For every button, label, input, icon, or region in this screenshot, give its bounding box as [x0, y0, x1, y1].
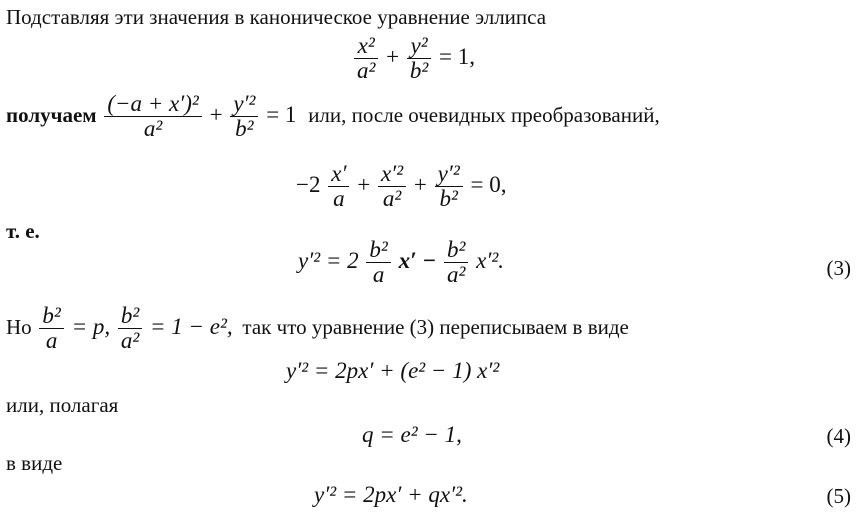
fraction-obtain-2: $\frac{\text{y′²}}{\text{b²}}$ [230, 92, 258, 141]
ie-text: т. е. [6, 219, 40, 243]
or-setting-text: или, полагая [6, 393, 119, 417]
equation-3-label: (3) [826, 256, 851, 280]
equation-4-label: (4) [826, 424, 851, 448]
fraction-b2-a: $\frac{\text{b²}}{a}$ [39, 304, 63, 353]
in-form-text: в виде [6, 451, 63, 475]
fraction-eq3-1: $\frac{\text{b²}}{a}$ [366, 238, 390, 287]
fraction-y2-b2: $\frac{\text{y²}}{\text{b²}}$ [407, 34, 431, 83]
substitution-line: Но $\frac{\text{b²}}{a}$ = p, $\frac{\text{b²}}{\text{a²}}$ = 1 − e², так что уравнение (3) переписываем в виде [6, 303, 629, 354]
equation-3: y′² = 2 $\frac{\text{b²}}{a}$ x′ − $\frac{\text{b²}}{\text{a²}}$ x′². [298, 237, 505, 288]
equation-transformed: −2 $\frac{x'}{a}$ + $\frac{\text{x′²}}{\text{a²}}$ + $\frac{\text{y′²}}{\text{b²}}$ = 0, [296, 161, 507, 212]
equation-4: q = e² − 1, [362, 422, 462, 447]
fraction-transformed-1: $\frac{x'}{a}$ [328, 162, 349, 211]
intro-text: Подставляя эти значения в каноническое уравнение эллипса [6, 5, 547, 29]
fraction-transformed-3: $\frac{\text{y′²}}{\text{b²}}$ [435, 162, 463, 211]
equation-5-label: (5) [826, 484, 851, 508]
fraction-b2-a2: $\frac{\text{b²}}{\text{a²}}$ [118, 304, 142, 353]
fraction-transformed-2: $\frac{\text{x′²}}{\text{a²}}$ [378, 162, 406, 211]
equation-rewritten: y′² = 2px′ + (e² − 1) x′² [286, 358, 500, 383]
equation-5: y′² = 2px′ + qx′². [314, 482, 468, 507]
fraction-obtain-1: $\frac{\text{(−a + x′)²}}{\text{a²}}$ [104, 92, 202, 141]
equation-obtain-line: получаем $\frac{\text{(−a + x′)²}}{\text{a²}}$ + $\frac{\text{y′²}}{\text{b²}}$ = 1 или, после очевидных преобразований, [6, 91, 660, 142]
equation-canonical: $\frac{\text{x²}}{\text{a²}}$ + $\frac{\text{y²}}{\text{b²}}$ = 1, [352, 34, 475, 83]
fraction-x2-a2: $\frac{\text{x²}}{\text{a²}}$ [354, 34, 378, 83]
fraction-eq3-2: $\frac{\text{b²}}{\text{a²}}$ [444, 238, 468, 287]
